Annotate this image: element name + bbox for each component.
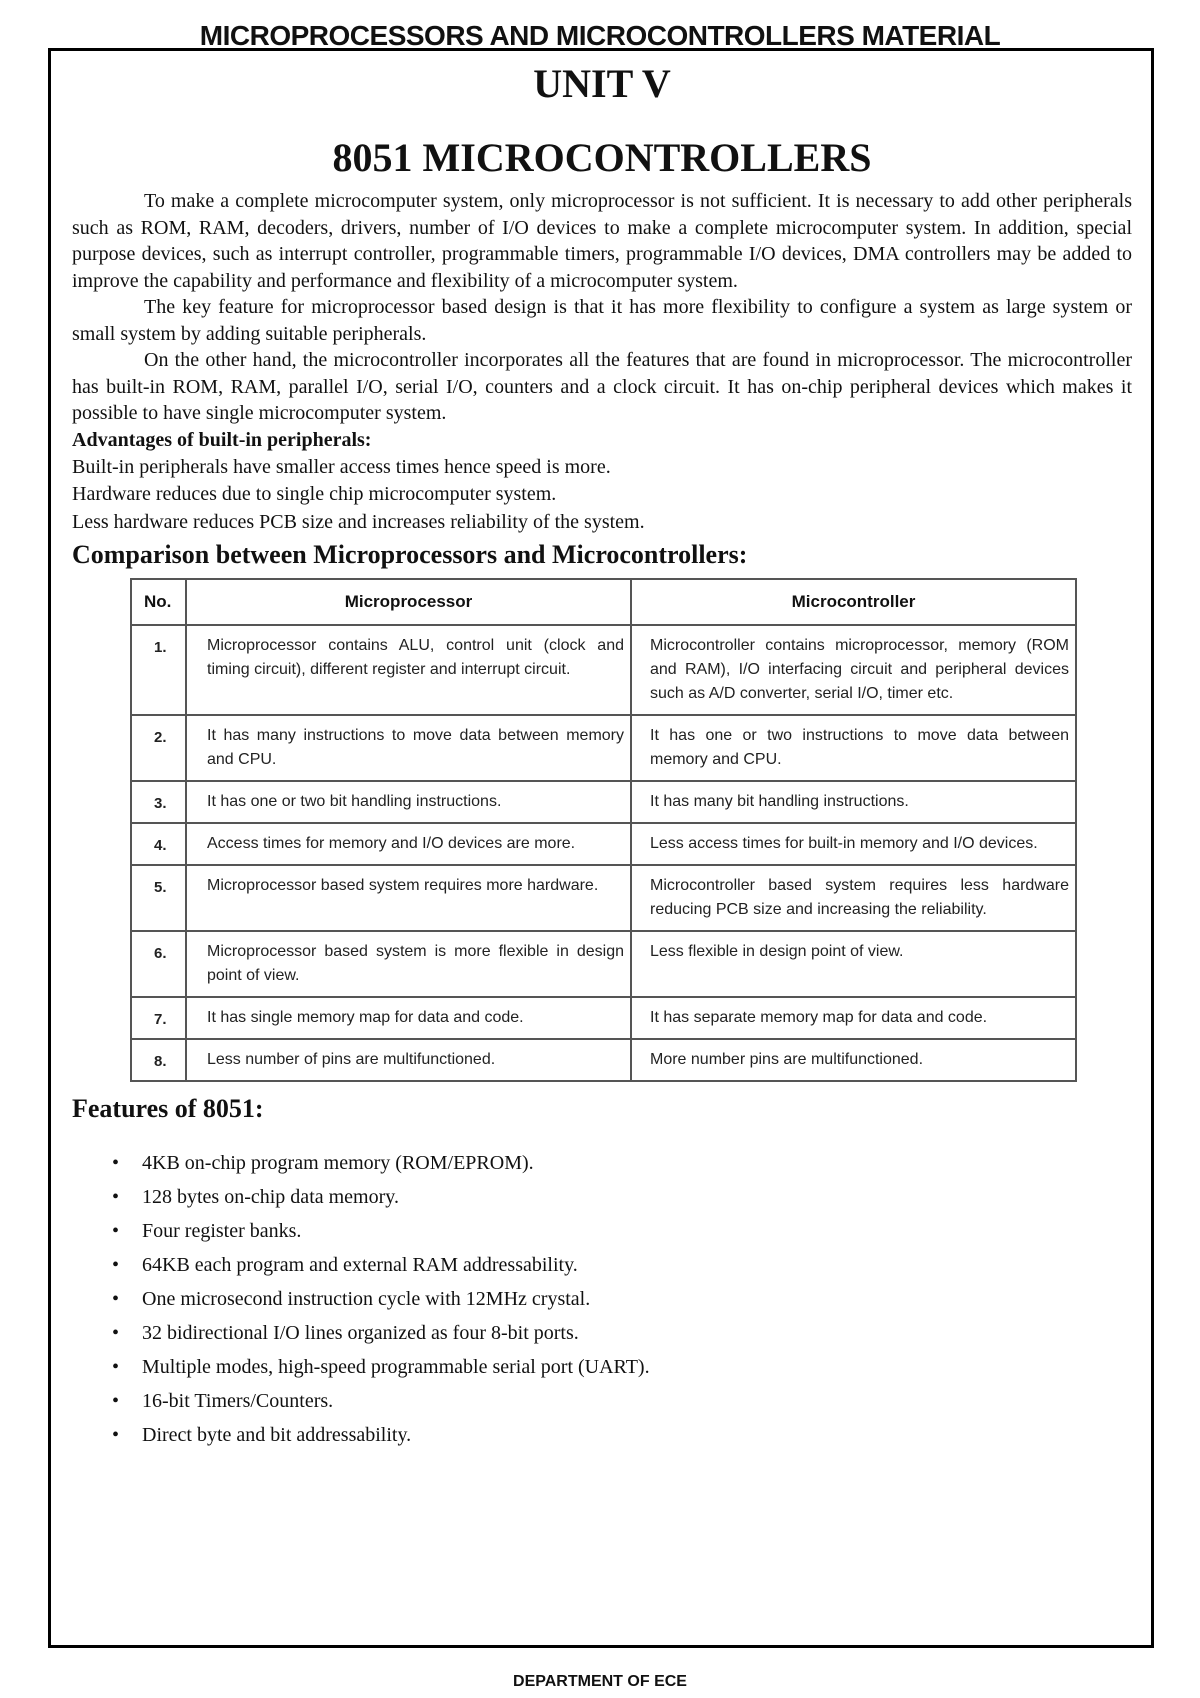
row-number: 3. xyxy=(131,781,186,823)
table-row xyxy=(131,1039,1076,1081)
advantages-heading: Advantages of built-in peripherals: xyxy=(72,428,372,451)
comparison-heading: Comparison between Microprocessors and Microcontrollers: xyxy=(72,540,748,569)
feature-item xyxy=(112,1282,1132,1316)
microcontroller-paragraph: On the other hand, the microcontroller incorporates all the features that are found in microprocessor. The microcontroller has built-in ROM, RAM, parallel I/O, serial I/O, counters and a clock circuit. It has on-chip peripheral devices which makes it possible to have single microcomputer system. xyxy=(72,349,1132,424)
microcontroller-cell: Microcontroller based system requires less hardware reducing PCB size and increasing the reliability. xyxy=(631,865,1076,931)
table-header-row xyxy=(131,579,1076,625)
table-row xyxy=(131,997,1076,1039)
design-paragraph: The key feature for microprocessor based design is that it has more flexibility to configure a system as large system or small system by adding suitable peripherals. xyxy=(72,296,1132,345)
feature-text: Multiple modes, high-speed programmable serial port (UART). xyxy=(142,1356,650,1378)
advantage-item: Hardware reduces due to single chip microcomputer system. xyxy=(72,483,557,505)
feature-item xyxy=(112,1248,1132,1282)
unit-title: UNIT V xyxy=(533,61,671,106)
feature-item xyxy=(112,1418,1132,1452)
intro-paragraph: To make a complete microcomputer system, only microprocessor is not sufficient. It is necessary to add other peripherals such as ROM, RAM, decoders, drivers, number of I/O devices to make a complete microcomputer system. In addition, special purpose devices, such as interrupt controller, programmable timers, programmable I/O devices, DMA controllers may be added to improve the capability and performance and flexibility of a microcomputer system. xyxy=(72,190,1132,292)
bullet-icon: • xyxy=(112,1186,120,1208)
table-row xyxy=(131,625,1076,715)
bullet-icon: • xyxy=(112,1424,120,1446)
main-title: 8051 MICROCONTROLLERS xyxy=(332,135,872,180)
microcontroller-cell: It has many bit handling instructions. xyxy=(631,781,1076,823)
bullet-icon: • xyxy=(112,1288,120,1310)
page-content xyxy=(72,58,1132,1452)
bullet-icon: • xyxy=(112,1220,120,1242)
feature-text: 4KB on-chip program memory (ROM/EPROM). xyxy=(142,1152,534,1174)
microprocessor-cell: Microprocessor based system is more flexible in design point of view. xyxy=(186,931,631,997)
microprocessor-cell: It has single memory map for data and code. xyxy=(186,997,631,1039)
table-row xyxy=(131,931,1076,997)
microprocessor-cell: Less number of pins are multifunctioned. xyxy=(186,1039,631,1081)
table-row xyxy=(131,715,1076,781)
microprocessor-cell: It has one or two bit handling instructions. xyxy=(186,781,631,823)
header-no: No. xyxy=(131,579,186,625)
advantage-item: Less hardware reduces PCB size and increases reliability of the system. xyxy=(72,510,645,533)
header-microprocessor: Microprocessor xyxy=(186,579,631,625)
feature-text: 128 bytes on-chip data memory. xyxy=(142,1186,399,1208)
feature-item xyxy=(112,1316,1132,1350)
bullet-icon: • xyxy=(112,1356,120,1378)
feature-item xyxy=(112,1384,1132,1418)
microcontroller-cell: It has one or two instructions to move data between memory and CPU. xyxy=(631,715,1076,781)
advantage-item: Built-in peripherals have smaller access times hence speed is more. xyxy=(72,455,611,478)
bullet-icon: • xyxy=(112,1390,120,1412)
feature-text: 16-bit Timers/Counters. xyxy=(142,1390,334,1412)
microprocessor-cell: Microprocessor contains ALU, control unit (clock and timing circuit), different register and interrupt circuit. xyxy=(186,625,631,715)
microcontroller-cell: Less flexible in design point of view. xyxy=(631,931,1076,997)
feature-text: Direct byte and bit addressability. xyxy=(142,1424,412,1446)
microcontroller-cell: More number pins are multifunctioned. xyxy=(631,1039,1076,1081)
document-header-title: MICROPROCESSORS AND MICROCONTROLLERS MATERIAL xyxy=(199,20,1001,51)
feature-text: One microsecond instruction cycle with 12MHz crystal. xyxy=(142,1288,591,1310)
feature-item xyxy=(112,1180,1132,1214)
bullet-icon: • xyxy=(112,1322,120,1344)
row-number: 2. xyxy=(131,715,186,781)
header-microcontroller: Microcontroller xyxy=(631,579,1076,625)
feature-text: 64KB each program and external RAM addressability. xyxy=(142,1254,578,1276)
table-row xyxy=(131,865,1076,931)
microcontroller-cell: It has separate memory map for data and code. xyxy=(631,997,1076,1039)
feature-text: Four register banks. xyxy=(142,1220,302,1242)
features-heading: Features of 8051: xyxy=(72,1094,264,1123)
microprocessor-cell: Access times for memory and I/O devices are more. xyxy=(186,823,631,865)
microprocessor-cell: Microprocessor based system requires more hardware. xyxy=(186,865,631,931)
row-number: 7. xyxy=(131,997,186,1039)
comparison-table-wrapper xyxy=(130,578,1075,1082)
feature-item xyxy=(112,1350,1132,1384)
table-row xyxy=(131,823,1076,865)
row-number: 4. xyxy=(131,823,186,865)
department-footer: DEPARTMENT OF ECE xyxy=(513,1673,687,1690)
features-list xyxy=(112,1146,1132,1452)
row-number: 6. xyxy=(131,931,186,997)
feature-item xyxy=(112,1214,1132,1248)
microcontroller-cell: Microcontroller contains microprocessor, memory (ROM and RAM), I/O interfacing circuit and peripheral devices such as A/D converter, serial I/O, timer etc. xyxy=(631,625,1076,715)
microprocessor-cell: It has many instructions to move data between memory and CPU. xyxy=(186,715,631,781)
bullet-icon: • xyxy=(112,1152,120,1174)
bullet-icon: • xyxy=(112,1254,120,1276)
table-row xyxy=(131,781,1076,823)
row-number: 8. xyxy=(131,1039,186,1081)
comparison-table xyxy=(130,578,1077,1082)
feature-item xyxy=(112,1146,1132,1180)
row-number: 5. xyxy=(131,865,186,931)
microcontroller-cell: Less access times for built-in memory and I/O devices. xyxy=(631,823,1076,865)
row-number: 1. xyxy=(131,625,186,715)
feature-text: 32 bidirectional I/O lines organized as four 8-bit ports. xyxy=(142,1322,579,1344)
